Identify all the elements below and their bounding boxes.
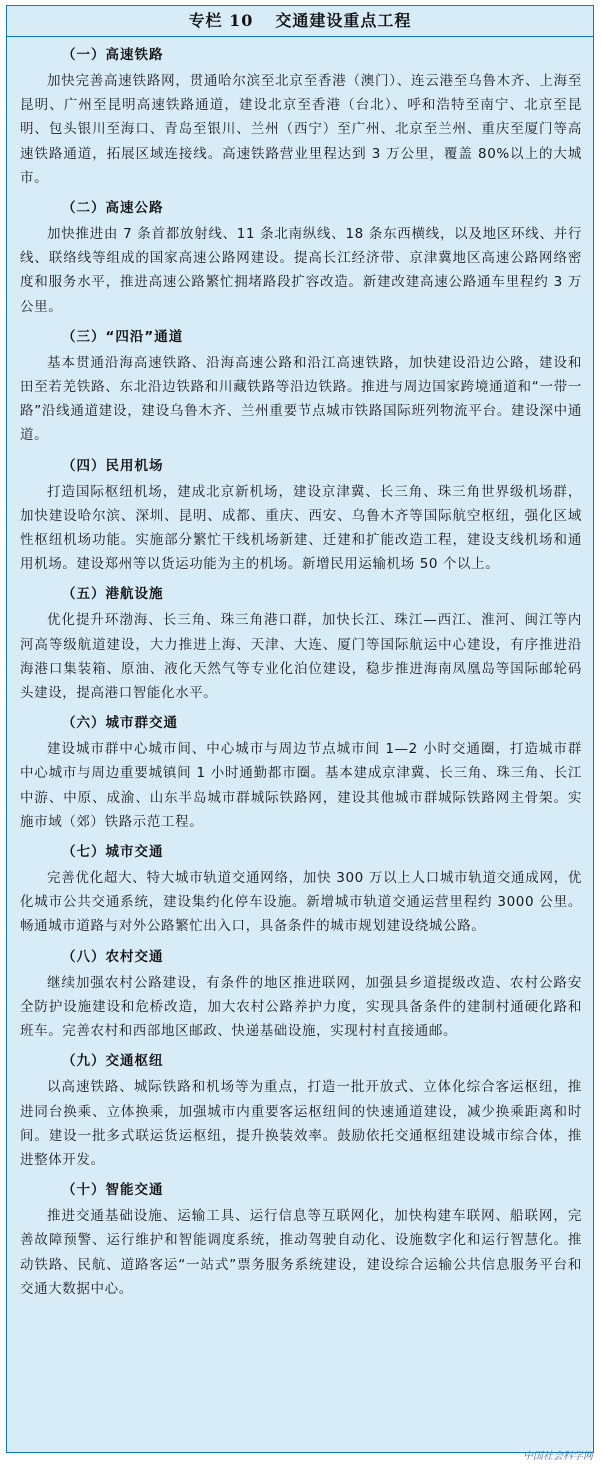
section-heading: （八）农村交通 [62,948,164,965]
section-ports-waterways [20,580,582,705]
section-smart-transport [20,1176,582,1301]
site-watermark: 中国社会科学网 [523,1451,593,1462]
section-body: 优化提升环渤海、长三角、珠三角港口群，加快长江、珠江—西江、淮河、闽江等内河高等级航道建设，大力推进上海、天津、大连、厦门等国际航运中心建设，有序推进沿海港口集装箱、原油、液化天然气等专业化泊位建设，稳步推进海南凤凰岛等国际邮轮码头建设，提高港口智能化水平。 [20,612,582,702]
section-heading: （六）城市群交通 [62,715,178,732]
section-heading: （二）高速公路 [62,200,164,217]
section-civil-airports [20,452,582,577]
section-four-along-corridors [20,323,582,448]
section-transport-hubs [20,1047,582,1172]
column-title [7,6,593,37]
section-urban-transport [20,838,582,939]
section-city-cluster-transport [20,709,582,834]
section-heading: （一）高速铁路 [62,47,164,63]
section-body: 继续加强农村公路建设，有条件的地区推进联网，加强县乡道提级改造、农村公路安全防护设施建设和危桥改造，加大农村公路养护力度，实现具备条件的建制村通硬化路和班车。完善农村和西部地区邮政、快递基础设施，实现村村直接通邮。 [20,974,582,1040]
section-rural-transport [20,943,582,1044]
section-high-speed-rail [20,41,582,190]
section-heading: （五）港航设施 [62,586,164,603]
column-title-text: 交通建设重点工程 [275,11,412,30]
section-body: 完善优化超大、特大城市轨道交通网络，加快 300 万以上人口城市轨道交通成网，优化城市公共交通系统，建设集约化停车设施。新增城市轨道交通运营里程约 3000 公里。畅通城市道路与对外公路繁忙出入口，具备条件的城市规划建设绕城公路。 [20,870,582,935]
section-body: 加快完善高速铁路网，贯通哈尔滨至北京至香港（澳门）、连云港至乌鲁木齐、上海至昆明、广州至昆明高速铁路通道，建设北京至香港（台北）、呼和浩特至南宁、北京至昆明、包头银川至海口、青岛至银川、兰州（西宁）至广州、北京至兰州、重庆至厦门等高速铁路通道，拓展区域连接线。高速铁路营业里程达到 3 万公里，覆盖 80%以上的大城市。 [20,73,582,186]
column-content [7,37,593,1301]
section-body: 基本贯通沿海高速铁路、沿海高速公路和沿江高速铁路，加快建设沿边公路，建设和田至若羌铁路、东北沿边铁路和川藏铁路等沿边铁路。推进与周边国家跨境通道和“一带一路”沿线通道建设，建设乌鲁木齐、兰州重要节点城市铁路国际班列物流平台。建设深中通道。 [20,354,582,444]
section-body: 建设城市群中心城市间、中心城市与周边节点城市间 1—2 小时交通圈，打造城市群中心城市与周边重要城镇间 1 小时通勤都市圈。基本建成京津冀、长三角、珠三角、长江中游、中原、成渝、山东半岛城市群城际铁路网，建设其他城市群城际铁路网主骨架。实施市域（郊）铁路示范工程。 [20,741,582,830]
section-body: 加快推进由 7 条首都放射线、11 条北南纵线、18 条东西横线，以及地区环线、并行线、联络线等组成的国家高速公路网建设。提高长江经济带、京津冀地区高速公路网络密度和服务水平，推进高速公路繁忙拥堵路段扩容改造。新建改建高速公路通车里程约 3 万公里。 [20,226,582,315]
section-heading: （九）交通枢纽 [62,1053,164,1070]
section-heading: （十）智能交通 [62,1182,164,1199]
section-body: 打造国际枢纽机场，建成北京新机场，建设京津冀、长三角、珠三角世界级机场群，加快建设哈尔滨、深圳、昆明、成都、重庆、西安、乌鲁木齐等国际航空枢纽，强化区域性枢纽机场功能。实施部分繁忙干线机场新建、迁建和扩能改造工程，建设支线机场和通用机场。建设郑州等以货运功能为主的机场。新增民用运输机场 50 个以上。 [20,483,582,573]
section-heading: （七）城市交通 [62,844,164,861]
section-heading: （四）民用机场 [62,457,164,474]
column-number: 专栏 10 [188,11,254,30]
section-body: 推进交通基础设施、运输工具、运行信息等互联网化，加快构建车联网、船联网，完善故障预警、运行维护和智能调度系统，推动驾驶自动化、设施数字化和运行智慧化。推动铁路、民航、道路客运“一站式”票务服务系统建设，建设综合运输公共信息服务平台和交通大数据中心。 [20,1208,582,1297]
section-heading: （三）“四沿”通道 [62,328,184,345]
section-expressway [20,194,582,319]
section-body: 以高速铁路、城际铁路和机场等为重点，打造一批开放式、立体化综合客运枢纽，推进同台换乘、立体换乘，加强城市内重要客运枢纽间的快速通道建设，减少换乘距离和时间。建设一批多式联运货运枢纽，提升换装效率。鼓励依托交通枢纽建设城市综合体，推进整体开发。 [20,1079,582,1168]
column-box [6,5,594,1453]
